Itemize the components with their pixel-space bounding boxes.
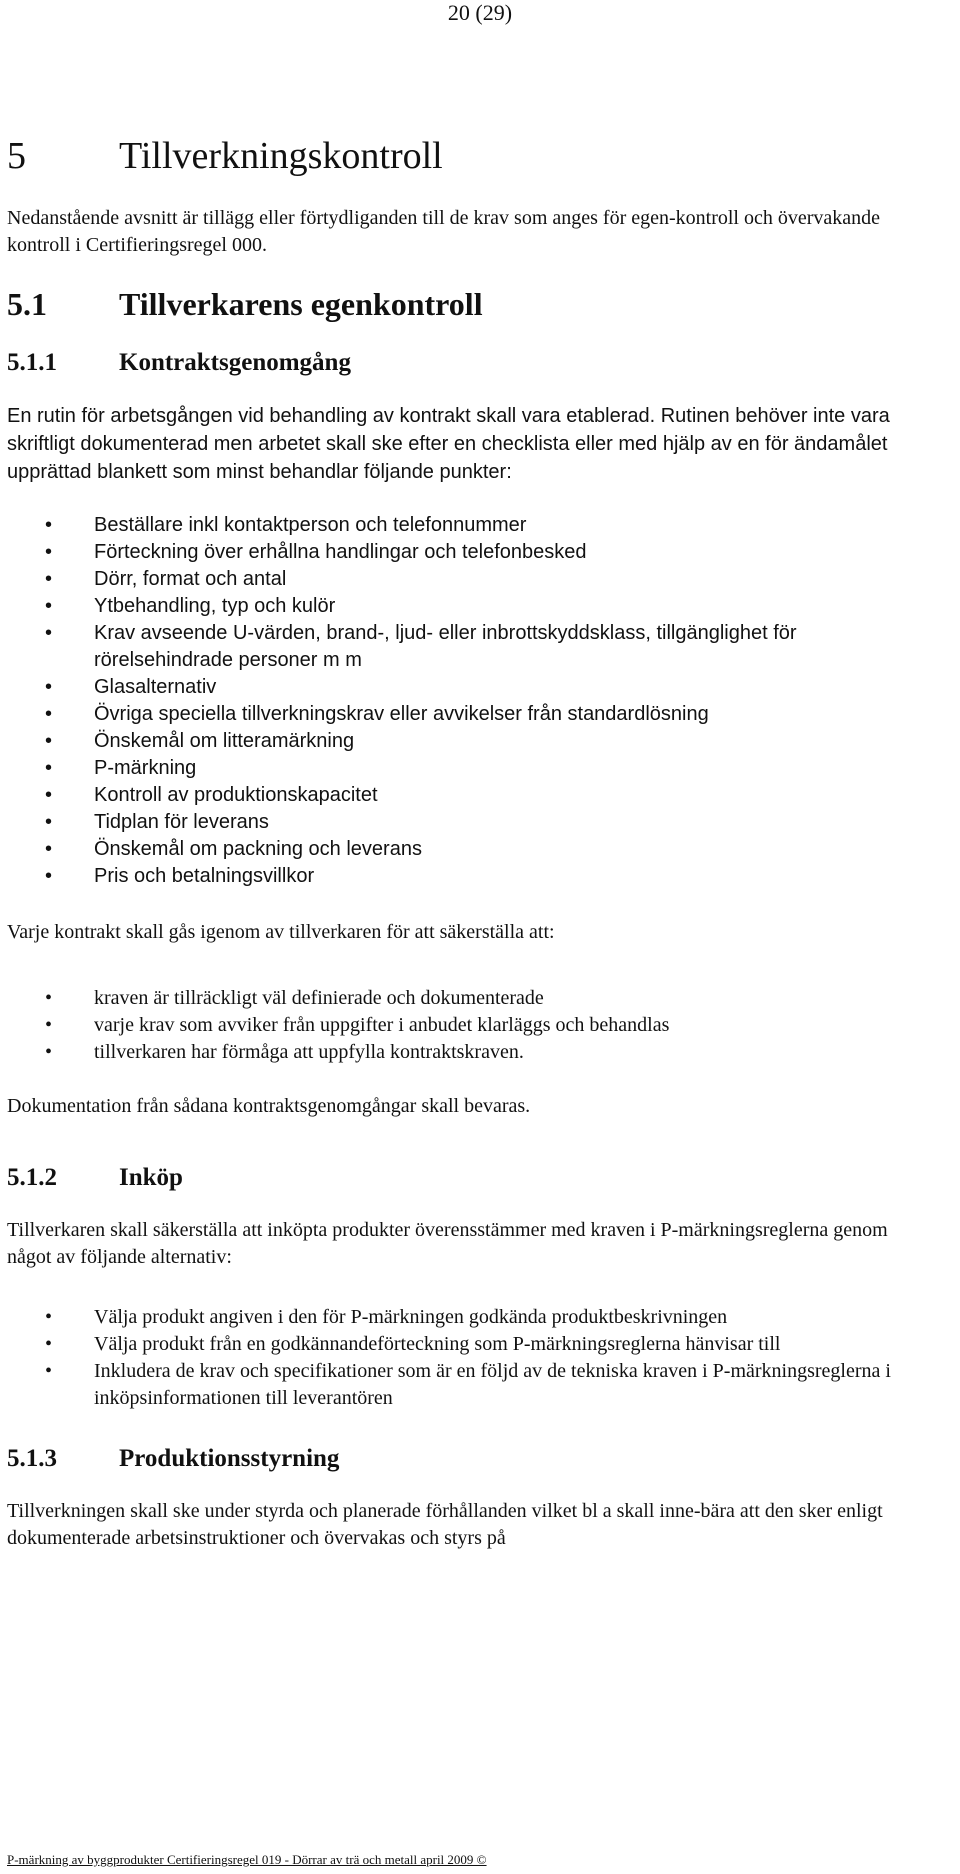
section-title: Produktionsstyrning [119, 1445, 340, 1472]
kontraktsgenomgang-paragraph: En rutin för arbetsgången vid behandling av kontrakt skall vara etablerad. Rutinen behöver inte vara skriftligt dokumenterad men arbetet skall ske efter en checklista eller med hjälp av en för ändamålet upprättad blankett som minst behandlar följande punkter: [7, 405, 890, 483]
bullet-icon: • [45, 757, 53, 779]
bullet-icon: • [45, 865, 53, 887]
list-item: • Välja produkt från en godkännandeförteckning som P-märkningsreglerna hänvisar till [7, 1331, 934, 1358]
section-title: Inköp [119, 1164, 183, 1191]
produktionsstyrning-paragraph: Tillverkningen skall ske under styrda och planerade förhållanden vilket bl a skall inne-bära att den sker enligt dokumenterade arbetsinstruktioner och övervakas och styrs på [7, 1500, 883, 1549]
section-title: Tillverkningskontroll [119, 135, 443, 177]
bullet-icon: • [45, 703, 53, 725]
list-item: • Dörr, format och antal [7, 566, 934, 593]
list-item: • Ytbehandling, typ och kulör [7, 593, 934, 620]
bullet-icon: • [45, 987, 53, 1009]
list-item: • Krav avseende U-värden, brand-, ljud- eller inbrottskyddsklass, tillgänglighet för rörelsehindrade personer m m [45, 622, 797, 671]
section-heading-5-1-2 [7, 1159, 960, 1197]
list-item: • Tidplan för leverans [7, 809, 934, 836]
inkop-paragraph: Tillverkaren skall säkerställa att inköpta produkter överensstämmer med kraven i P-märkningsreglerna genom något av följande alternativ: [7, 1219, 888, 1268]
list-item: • Förteckning över erhållna handlingar och telefonbesked [7, 539, 934, 566]
checklist-items [7, 512, 960, 890]
list-item: • Beställare inkl kontaktperson och telefonnummer [7, 512, 934, 539]
list-item: • Önskemål om litteramärkning [7, 728, 934, 755]
bullet-icon: • [45, 1014, 53, 1036]
section-heading-5-1 [7, 282, 960, 327]
section-number: 5 [7, 135, 26, 177]
bullet-icon: • [45, 1306, 53, 1328]
list-item: • Inkludera de krav och specifikationer som är en följd av de tekniska kraven i P-märkningsreglerna i inköpsinformationen till leverantören [45, 1360, 891, 1409]
document-body [7, 130, 960, 1552]
list-item: • kraven är tillräckligt väl definierade och dokumenterade [7, 985, 934, 1012]
section-number: 5.1.1 [7, 349, 57, 376]
list-item: • Kontroll av produktionskapacitet [7, 782, 934, 809]
bullet-icon: • [45, 676, 53, 698]
section-number: 5.1 [7, 286, 47, 322]
list-item: • Övriga speciella tillverkningskrav eller avvikelser från standardlösning [7, 701, 934, 728]
section-title: Tillverkarens egenkontroll [119, 286, 483, 322]
section-heading-5 [7, 130, 960, 182]
bullet-icon: • [45, 568, 53, 590]
section-heading-5-1-3 [7, 1440, 960, 1478]
section-heading-5-1-1 [7, 344, 960, 382]
bullet-icon: • [45, 541, 53, 563]
bullet-icon: • [45, 784, 53, 806]
section-number: 5.1.2 [7, 1164, 57, 1191]
list-item: • varje krav som avviker från uppgifter i anbudet klarläggs och behandlas [7, 1012, 934, 1039]
page-footer: P-märkning av byggprodukter Certifieringsregel 019 - Dörrar av trä och metall april 2009 © [7, 1852, 487, 1867]
bullet-icon: • [45, 838, 53, 860]
bullet-icon: • [45, 1360, 53, 1382]
bullet-icon: • [45, 622, 53, 644]
list-item: • Pris och betalningsvillkor [7, 863, 934, 890]
bullet-icon: • [45, 811, 53, 833]
bullet-icon: • [45, 595, 53, 617]
section-intro: Nedanstående avsnitt är tillägg eller förtydliganden till de krav som anges för egen-kontroll och övervakande kontroll i Certifieringsregel 000. [7, 207, 881, 256]
list-item: • P-märkning [7, 755, 934, 782]
list-item: • Önskemål om packning och leverans [7, 836, 934, 863]
list-item: • Glasalternativ [7, 674, 934, 701]
section-title: Kontraktsgenomgång [119, 349, 351, 376]
list-item: • Välja produkt angiven i den för P-märkningen godkända produktbeskrivningen [7, 1304, 934, 1331]
page-number: 20 (29) [447, 0, 513, 25]
bullet-icon: • [45, 1041, 53, 1063]
review-items [7, 985, 960, 1066]
bullet-icon: • [45, 730, 53, 752]
bullet-icon: • [45, 514, 53, 536]
purchase-options [7, 1304, 960, 1412]
section-number: 5.1.3 [7, 1445, 57, 1472]
bullet-icon: • [45, 1333, 53, 1355]
documentation-paragraph: Dokumentation från sådana kontraktsgenomgångar skall bevaras. [7, 1095, 531, 1117]
review-paragraph: Varje kontrakt skall gås igenom av tillverkaren för att säkerställa att: [7, 921, 555, 943]
list-item: • tillverkaren har förmåga att uppfylla kontraktskraven. [7, 1039, 934, 1066]
